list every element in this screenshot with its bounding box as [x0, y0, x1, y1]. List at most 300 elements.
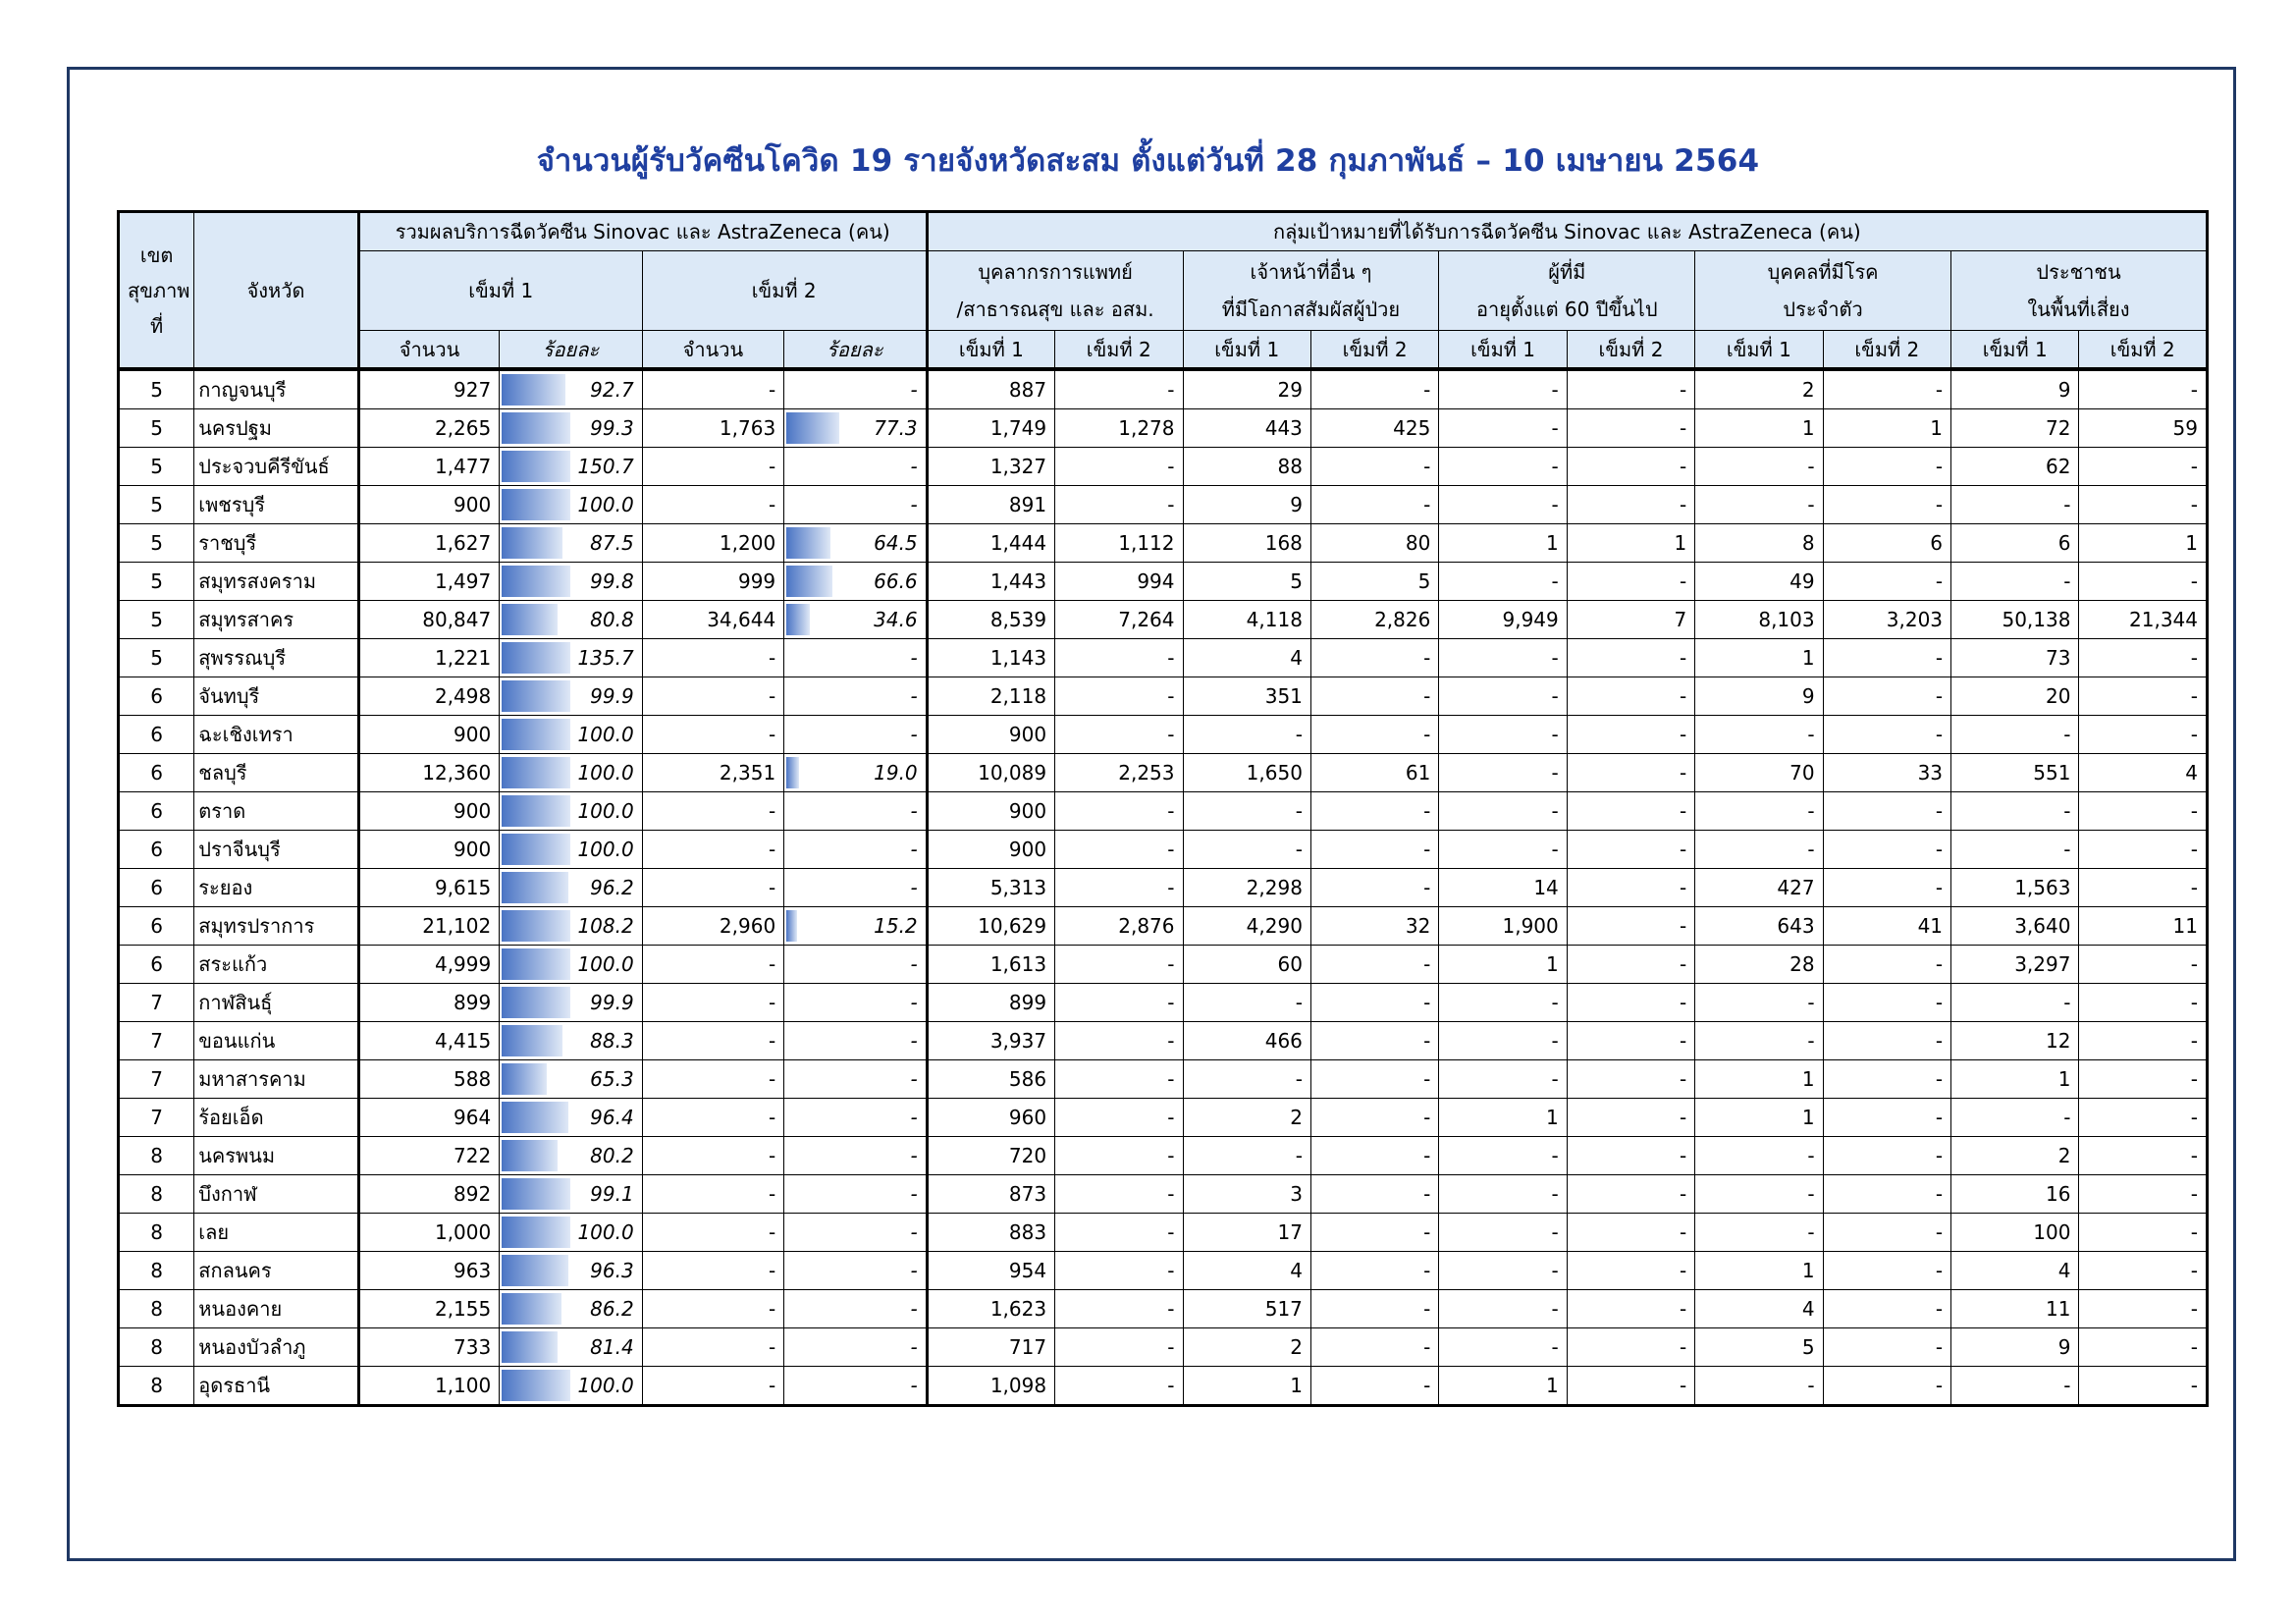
elderly-dose1-cell: 1 — [1439, 1367, 1567, 1406]
percent-bar — [502, 1217, 570, 1248]
dose1-percent-cell — [500, 1175, 642, 1214]
elderly-dose1-cell: 1,900 — [1439, 907, 1567, 946]
percent-value: - — [910, 684, 918, 708]
province-cell: สระแก้ว — [194, 946, 359, 984]
medical-dose1-cell: 1,623 — [927, 1290, 1054, 1328]
dose1-percent-cell — [500, 486, 642, 524]
public-dose2-cell: - — [2079, 1214, 2208, 1252]
dose1-count-cell: 2,498 — [358, 677, 499, 716]
elderly-dose2-cell: - — [1567, 792, 1694, 831]
chronic-dose1-cell: 643 — [1695, 907, 1823, 946]
officers-dose2-cell: - — [1310, 1175, 1438, 1214]
dose2-percent-cell — [784, 601, 927, 639]
elderly-dose2-cell: - — [1567, 1022, 1694, 1060]
dose2-percent-cell — [784, 1214, 927, 1252]
region-cell: 8 — [119, 1137, 194, 1175]
medical-dose2-cell: - — [1055, 869, 1183, 907]
chronic-dose1-cell: 8,103 — [1695, 601, 1823, 639]
chronic-dose1-cell: - — [1695, 792, 1823, 831]
percent-value: 88.3 — [590, 1029, 634, 1053]
dose1-count-cell: 2,265 — [358, 409, 499, 448]
region-cell: 5 — [119, 524, 194, 563]
medical-dose2-cell: - — [1055, 831, 1183, 869]
public-dose1-cell: 3,640 — [1951, 907, 2079, 946]
dose2-count-cell: 999 — [642, 563, 783, 601]
dose1-count-cell: 900 — [358, 486, 499, 524]
province-cell: เพชรบุรี — [194, 486, 359, 524]
table-row — [119, 984, 2208, 1022]
region-cell: 6 — [119, 677, 194, 716]
officers-dose2-cell: - — [1310, 677, 1438, 716]
percent-bar — [786, 757, 799, 788]
elderly-dose1-cell: - — [1439, 448, 1567, 486]
dose2-count-cell: - — [642, 677, 783, 716]
medical-dose1-cell: 954 — [927, 1252, 1054, 1290]
medical-dose2-cell: 2,876 — [1055, 907, 1183, 946]
elderly-dose2-cell: - — [1567, 677, 1694, 716]
dose1-count-cell: 1,221 — [358, 639, 499, 677]
dose2-percent-cell — [784, 716, 927, 754]
header-dose1: เข็มที่ 1 — [1951, 331, 2079, 370]
medical-dose2-cell: 7,264 — [1055, 601, 1183, 639]
dose2-percent-cell — [784, 754, 927, 792]
officers-dose1-cell: 4,290 — [1183, 907, 1310, 946]
dose2-count-cell: - — [642, 1175, 783, 1214]
chronic-dose2-cell: 1 — [1823, 409, 1950, 448]
elderly-dose2-cell: - — [1567, 907, 1694, 946]
officers-dose1-cell: 88 — [1183, 448, 1310, 486]
elderly-dose1-cell: 14 — [1439, 869, 1567, 907]
dose2-count-cell: - — [642, 1022, 783, 1060]
percent-bar — [502, 1331, 558, 1363]
dose2-count-cell: 1,763 — [642, 409, 783, 448]
percent-value: - — [910, 1374, 918, 1397]
percent-value: - — [910, 1259, 918, 1282]
dose1-percent-cell — [500, 563, 642, 601]
province-cell: สกลนคร — [194, 1252, 359, 1290]
header-province: จังหวัด — [194, 212, 359, 370]
percent-bar — [502, 872, 568, 903]
public-dose2-cell: - — [2079, 946, 2208, 984]
medical-dose2-cell: - — [1055, 716, 1183, 754]
dose2-count-cell: - — [642, 639, 783, 677]
dose2-count-cell: - — [642, 1099, 783, 1137]
region-cell: 5 — [119, 601, 194, 639]
header-dose1: เข็มที่ 1 — [1439, 331, 1567, 370]
officers-dose2-cell: - — [1310, 869, 1438, 907]
officers-dose1-cell: - — [1183, 984, 1310, 1022]
officers-dose1-cell: 2,298 — [1183, 869, 1310, 907]
officers-dose1-cell: 4 — [1183, 639, 1310, 677]
officers-dose1-cell: 60 — [1183, 946, 1310, 984]
region-cell: 8 — [119, 1290, 194, 1328]
medical-dose1-cell: 717 — [927, 1328, 1054, 1367]
dose1-percent-cell — [500, 716, 642, 754]
elderly-dose1-cell: - — [1439, 1022, 1567, 1060]
province-cell: เลย — [194, 1214, 359, 1252]
medical-dose2-cell: - — [1055, 1290, 1183, 1328]
percent-value: - — [910, 1220, 918, 1244]
percent-value: 80.8 — [590, 608, 634, 631]
officers-dose1-cell: 351 — [1183, 677, 1310, 716]
medical-dose2-cell: - — [1055, 984, 1183, 1022]
province-cell: หนองคาย — [194, 1290, 359, 1328]
percent-value: 100.0 — [577, 952, 634, 976]
officers-dose1-cell: 4 — [1183, 1252, 1310, 1290]
public-dose2-cell: 4 — [2079, 754, 2208, 792]
medical-dose1-cell: 720 — [927, 1137, 1054, 1175]
dose1-count-cell: 963 — [358, 1252, 499, 1290]
table-row — [119, 524, 2208, 563]
dose2-percent-cell — [784, 984, 927, 1022]
elderly-dose2-cell: - — [1567, 448, 1694, 486]
officers-dose1-cell: 2 — [1183, 1099, 1310, 1137]
public-dose1-cell: - — [1951, 486, 2079, 524]
dose1-count-cell: 722 — [358, 1137, 499, 1175]
dose2-percent-cell — [784, 946, 927, 984]
elderly-dose1-cell: - — [1439, 1060, 1567, 1099]
chronic-dose2-cell: - — [1823, 1060, 1950, 1099]
dose1-percent-cell — [500, 1252, 642, 1290]
elderly-dose2-cell: - — [1567, 1214, 1694, 1252]
dose2-percent-cell — [784, 1137, 927, 1175]
percent-bar — [502, 642, 570, 674]
officers-dose1-cell: 517 — [1183, 1290, 1310, 1328]
officers-dose2-cell: - — [1310, 486, 1438, 524]
officers-dose2-cell: - — [1310, 1290, 1438, 1328]
elderly-dose1-cell: - — [1439, 677, 1567, 716]
province-cell: ระยอง — [194, 869, 359, 907]
percent-value: 135.7 — [577, 646, 634, 670]
public-dose2-cell: - — [2079, 563, 2208, 601]
public-dose1-cell: 1 — [1951, 1060, 2079, 1099]
elderly-dose1-cell: - — [1439, 792, 1567, 831]
province-cell: ปราจีนบุรี — [194, 831, 359, 869]
public-dose2-cell: - — [2079, 1290, 2208, 1328]
dose2-percent-cell — [784, 1060, 927, 1099]
public-dose2-cell: - — [2079, 869, 2208, 907]
elderly-dose2-cell: - — [1567, 409, 1694, 448]
elderly-dose2-cell: - — [1567, 869, 1694, 907]
elderly-dose1-cell: - — [1439, 1175, 1567, 1214]
officers-dose2-cell: - — [1310, 448, 1438, 486]
header-dose2: เข็มที่ 2 — [2079, 331, 2208, 370]
dose1-percent-cell — [500, 409, 642, 448]
percent-value: 86.2 — [590, 1297, 634, 1321]
region-cell: 5 — [119, 639, 194, 677]
dose2-count-cell: - — [642, 1252, 783, 1290]
chronic-dose2-cell: 6 — [1823, 524, 1950, 563]
percent-value: 99.3 — [590, 416, 634, 440]
table-row — [119, 1099, 2208, 1137]
public-dose1-cell: - — [1951, 792, 2079, 831]
region-cell: 7 — [119, 1060, 194, 1099]
chronic-dose1-cell: 49 — [1695, 563, 1823, 601]
dose1-count-cell: 899 — [358, 984, 499, 1022]
dose1-count-cell: 1,627 — [358, 524, 499, 563]
chronic-dose2-cell: - — [1823, 869, 1950, 907]
dose2-count-cell: - — [642, 1060, 783, 1099]
dose2-count-cell: - — [642, 792, 783, 831]
medical-dose1-cell: 873 — [927, 1175, 1054, 1214]
table-row — [119, 1060, 2208, 1099]
percent-bar — [502, 1140, 557, 1171]
public-dose1-cell: 11 — [1951, 1290, 2079, 1328]
dose1-percent-cell — [500, 1367, 642, 1406]
region-cell: 5 — [119, 369, 194, 409]
public-dose2-cell: - — [2079, 369, 2208, 409]
officers-dose1-cell: 2 — [1183, 1328, 1310, 1367]
percent-bar — [502, 680, 570, 712]
province-cell: สุพรรณบุรี — [194, 639, 359, 677]
dose2-count-cell: - — [642, 369, 783, 409]
table-row — [119, 1214, 2208, 1252]
chronic-dose1-cell: - — [1695, 831, 1823, 869]
dose1-count-cell: 1,477 — [358, 448, 499, 486]
dose2-count-cell: - — [642, 1290, 783, 1328]
chronic-dose1-cell: - — [1695, 448, 1823, 486]
chronic-dose2-cell: - — [1823, 831, 1950, 869]
dose1-percent-cell — [500, 1328, 642, 1367]
table-header — [119, 212, 2208, 370]
dose1-percent-cell — [500, 524, 642, 563]
dose2-percent-cell — [784, 1328, 927, 1367]
header-dose1: เข็มที่ 1 — [927, 331, 1054, 370]
dose2-count-cell: - — [642, 448, 783, 486]
dose1-count-cell: 4,999 — [358, 946, 499, 984]
dose2-count-cell: - — [642, 716, 783, 754]
dose1-count-cell: 1,000 — [358, 1214, 499, 1252]
public-dose2-cell: 21,344 — [2079, 601, 2208, 639]
dose2-percent-cell — [784, 1099, 927, 1137]
percent-value: 96.2 — [590, 876, 634, 899]
officers-dose2-cell: 32 — [1310, 907, 1438, 946]
medical-dose1-cell: 1,613 — [927, 946, 1054, 984]
officers-dose2-cell: - — [1310, 1214, 1438, 1252]
officers-dose2-cell: - — [1310, 792, 1438, 831]
officers-dose1-cell: - — [1183, 716, 1310, 754]
public-dose2-cell: - — [2079, 1252, 2208, 1290]
chronic-dose1-cell: 1 — [1695, 409, 1823, 448]
dose2-percent-cell — [784, 1252, 927, 1290]
header-count: จำนวน — [358, 331, 499, 370]
public-dose2-cell: - — [2079, 1060, 2208, 1099]
percent-bar — [502, 948, 570, 980]
chronic-dose2-cell: - — [1823, 716, 1950, 754]
percent-bar — [786, 604, 810, 635]
dose1-count-cell: 21,102 — [358, 907, 499, 946]
header-target-group: กลุ่มเป้าหมายที่ได้รับการฉีดวัคซีน Sinovac และ AstraZeneca (คน) — [927, 212, 2207, 251]
medical-dose2-cell: - — [1055, 1214, 1183, 1252]
percent-bar — [502, 1025, 562, 1056]
percent-value: - — [910, 1335, 918, 1359]
chronic-dose1-cell: 8 — [1695, 524, 1823, 563]
percent-value: - — [910, 455, 918, 478]
percent-value: 99.9 — [590, 684, 634, 708]
percent-value: - — [910, 1106, 918, 1129]
elderly-dose2-cell: - — [1567, 1175, 1694, 1214]
region-cell: 8 — [119, 1175, 194, 1214]
header-percent: ร้อยละ — [784, 331, 927, 370]
officers-dose2-cell: - — [1310, 369, 1438, 409]
public-dose1-cell: 9 — [1951, 369, 2079, 409]
dose1-count-cell: 1,100 — [358, 1367, 499, 1406]
dose1-count-cell: 9,615 — [358, 869, 499, 907]
dose1-count-cell: 900 — [358, 831, 499, 869]
medical-dose1-cell: 1,749 — [927, 409, 1054, 448]
page-title: จำนวนผู้รับวัคซีนโควิด 19 รายจังหวัดสะสม ตั้งแต่วันที่ 28 กุมภาพันธ์ – 10 เมษายน 2564 — [536, 143, 1760, 179]
percent-value: - — [910, 838, 918, 861]
public-dose2-cell: - — [2079, 677, 2208, 716]
officers-dose1-cell: 168 — [1183, 524, 1310, 563]
medical-dose1-cell: 960 — [927, 1099, 1054, 1137]
chronic-dose2-cell: - — [1823, 792, 1950, 831]
officers-dose2-cell: - — [1310, 1022, 1438, 1060]
province-cell: สมุทรสาคร — [194, 601, 359, 639]
percent-value: 100.0 — [577, 799, 634, 823]
chronic-dose2-cell: - — [1823, 1099, 1950, 1137]
elderly-dose1-cell: - — [1439, 1252, 1567, 1290]
medical-dose2-cell: - — [1055, 1060, 1183, 1099]
dose2-percent-cell — [784, 1022, 927, 1060]
chronic-dose2-cell: - — [1823, 984, 1950, 1022]
dose2-percent-cell — [784, 448, 927, 486]
dose1-percent-cell — [500, 639, 642, 677]
percent-value: - — [910, 1144, 918, 1167]
chronic-dose2-cell: 33 — [1823, 754, 1950, 792]
public-dose2-cell: - — [2079, 1367, 2208, 1406]
header-count: จำนวน — [642, 331, 783, 370]
dose1-percent-cell — [500, 1099, 642, 1137]
province-cell: มหาสารคาม — [194, 1060, 359, 1099]
dose2-percent-cell — [784, 369, 927, 409]
public-dose2-cell: - — [2079, 1099, 2208, 1137]
chronic-dose2-cell: - — [1823, 1137, 1950, 1175]
elderly-dose2-cell: - — [1567, 984, 1694, 1022]
public-dose1-cell: - — [1951, 984, 2079, 1022]
officers-dose1-cell: - — [1183, 792, 1310, 831]
region-cell: 8 — [119, 1252, 194, 1290]
public-dose2-cell: 59 — [2079, 409, 2208, 448]
percent-bar — [786, 527, 830, 559]
officers-dose2-cell: - — [1310, 1252, 1438, 1290]
chronic-dose1-cell: - — [1695, 716, 1823, 754]
dose2-count-cell: - — [642, 984, 783, 1022]
region-cell: 8 — [119, 1214, 194, 1252]
medical-dose1-cell: 900 — [927, 792, 1054, 831]
chronic-dose1-cell: 1 — [1695, 1099, 1823, 1137]
dose2-count-cell: - — [642, 1214, 783, 1252]
elderly-dose1-cell: - — [1439, 486, 1567, 524]
dose1-count-cell: 900 — [358, 792, 499, 831]
region-cell: 7 — [119, 984, 194, 1022]
dose1-count-cell: 1,497 — [358, 563, 499, 601]
header-total-group: รวมผลบริการฉีดวัคซีน Sinovac และ AstraZeneca (คน) — [358, 212, 927, 251]
percent-bar — [786, 412, 839, 444]
region-cell: 5 — [119, 409, 194, 448]
officers-dose2-cell: - — [1310, 1328, 1438, 1367]
percent-value: 100.0 — [577, 761, 634, 785]
officers-dose2-cell: - — [1310, 831, 1438, 869]
chronic-dose2-cell: - — [1823, 639, 1950, 677]
dose1-percent-cell — [500, 1060, 642, 1099]
dose1-percent-cell — [500, 677, 642, 716]
medical-dose2-cell: - — [1055, 448, 1183, 486]
elderly-dose1-cell: - — [1439, 1328, 1567, 1367]
table-row — [119, 1328, 2208, 1367]
dose1-percent-cell — [500, 448, 642, 486]
header-dose1: เข็มที่ 1 — [1183, 331, 1310, 370]
region-cell: 6 — [119, 716, 194, 754]
medical-dose2-cell: - — [1055, 792, 1183, 831]
percent-bar — [502, 1255, 568, 1286]
elderly-dose1-cell: - — [1439, 984, 1567, 1022]
chronic-dose1-cell: 1 — [1695, 1060, 1823, 1099]
medical-dose1-cell: 3,937 — [927, 1022, 1054, 1060]
percent-bar — [502, 412, 570, 444]
percent-value: - — [910, 1029, 918, 1053]
dose2-count-cell: - — [642, 486, 783, 524]
elderly-dose2-cell: - — [1567, 486, 1694, 524]
officers-dose1-cell: - — [1183, 1137, 1310, 1175]
medical-dose2-cell: - — [1055, 1137, 1183, 1175]
dose1-percent-cell — [500, 907, 642, 946]
percent-bar — [786, 910, 797, 942]
chronic-dose2-cell: - — [1823, 1328, 1950, 1367]
chronic-dose1-cell: 427 — [1695, 869, 1823, 907]
header-dose1: เข็มที่ 1 — [1695, 331, 1823, 370]
public-dose1-cell: 551 — [1951, 754, 2079, 792]
table-row — [119, 1290, 2208, 1328]
elderly-dose2-cell: - — [1567, 1328, 1694, 1367]
dose2-count-cell: - — [642, 1328, 783, 1367]
public-dose2-cell: 1 — [2079, 524, 2208, 563]
dose2-percent-cell — [784, 792, 927, 831]
dose1-percent-cell — [500, 1022, 642, 1060]
province-cell: นครพนม — [194, 1137, 359, 1175]
officers-dose2-cell: - — [1310, 946, 1438, 984]
dose2-percent-cell — [784, 869, 927, 907]
dose1-percent-cell — [500, 754, 642, 792]
dose2-percent-cell — [784, 907, 927, 946]
medical-dose2-cell: - — [1055, 677, 1183, 716]
medical-dose1-cell: 1,443 — [927, 563, 1054, 601]
province-cell: ฉะเชิงเทรา — [194, 716, 359, 754]
officers-dose2-cell: - — [1310, 1060, 1438, 1099]
table-row — [119, 409, 2208, 448]
province-cell: ตราด — [194, 792, 359, 831]
medical-dose1-cell: 8,539 — [927, 601, 1054, 639]
percent-value: 65.3 — [590, 1067, 634, 1091]
officers-dose2-cell: 80 — [1310, 524, 1438, 563]
public-dose1-cell: - — [1951, 831, 2079, 869]
table-row — [119, 448, 2208, 486]
public-dose2-cell: - — [2079, 1175, 2208, 1214]
elderly-dose2-cell: - — [1567, 1137, 1694, 1175]
officers-dose2-cell: - — [1310, 1099, 1438, 1137]
dose1-percent-cell — [500, 831, 642, 869]
province-cell: ประจวบคีรีขันธ์ — [194, 448, 359, 486]
percent-bar — [502, 1102, 568, 1133]
officers-dose1-cell: 5 — [1183, 563, 1310, 601]
public-dose1-cell: - — [1951, 716, 2079, 754]
elderly-dose2-cell: - — [1567, 1099, 1694, 1137]
elderly-dose1-cell: - — [1439, 754, 1567, 792]
elderly-dose2-cell: - — [1567, 1252, 1694, 1290]
percent-bar — [502, 566, 570, 597]
elderly-dose1-cell: - — [1439, 563, 1567, 601]
percent-value: - — [910, 876, 918, 899]
